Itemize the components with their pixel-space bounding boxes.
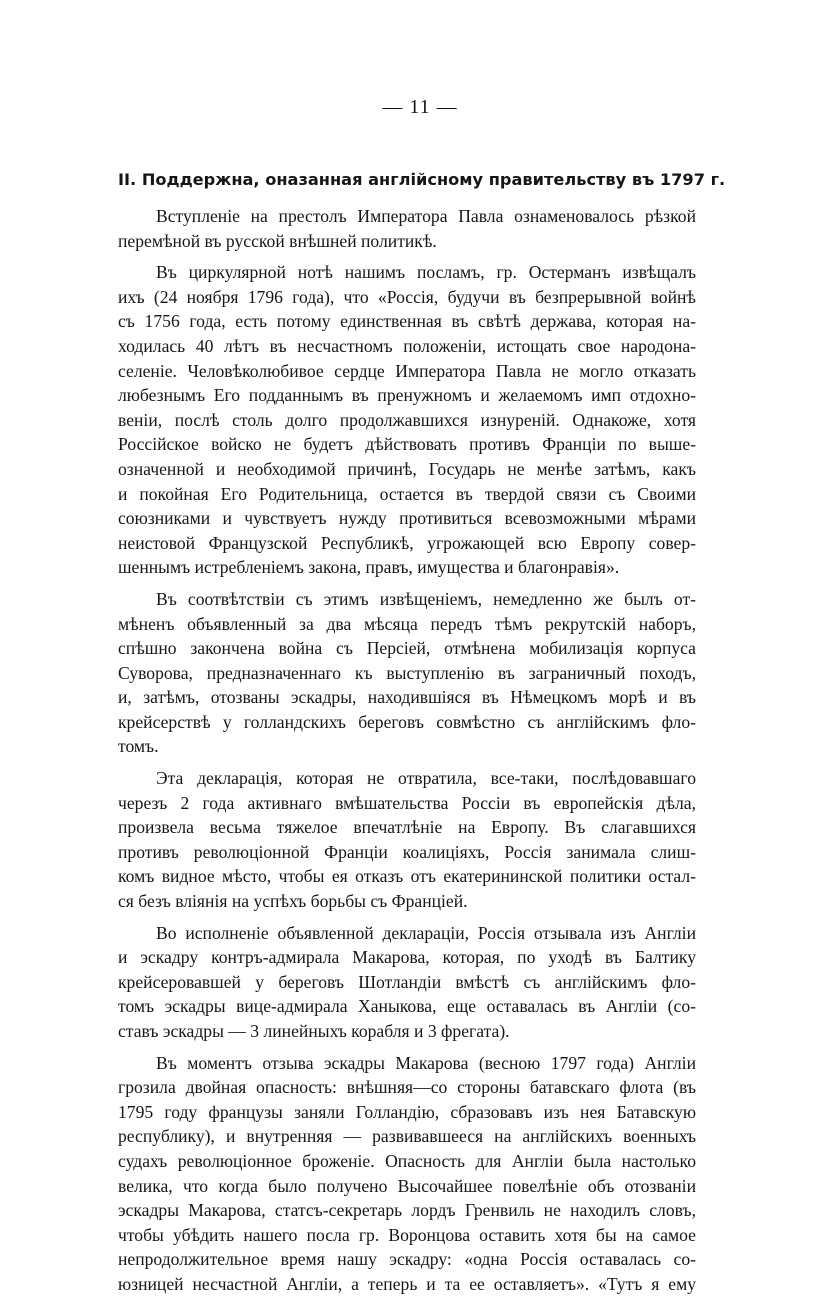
text-line: томъ. <box>118 736 159 757</box>
text-line: республику), и внутренняя — развивавшееся на англійскихъ военныхъ <box>118 1126 696 1147</box>
text-line: велика, что когда было получено Высочайшее повелѣніе объ отозваніи <box>118 1175 696 1196</box>
text-line: съ 1756 года, есть потому единственная въ свѣтѣ держава, которая на- <box>118 311 696 332</box>
text-line: шеннымъ истребленіемъ закона, правъ, имущества и благонравія». <box>118 557 620 578</box>
text-line: томъ эскадры вице-адмирала Ханыкова, еще оставалась въ Англіи (со- <box>118 996 696 1017</box>
text-line: Въ моментъ отзыва эскадры Макарова (весною 1797 года) Англіи <box>156 1052 696 1073</box>
text-line: юзницей несчастной Англіи, а теперь и та ее оставляетъ». «Тутъ я ему <box>118 1273 696 1294</box>
text-line: и, затѣмъ, отозваны эскадры, находившіяся въ Нѣмецкомъ морѣ и въ <box>118 687 696 708</box>
paragraph <box>118 260 696 580</box>
text-line: и покойная Его Родительница, остается въ твердой связи съ Своими <box>118 483 696 504</box>
text-line: и эскадру контръ-адмирала Макарова, которая, по уходѣ въ Балтику <box>118 947 696 968</box>
text-line: Во исполненіе объявленной деклараціи, Россія отзывала изъ Англіи <box>156 922 696 943</box>
text-line: означенной и необходимой причинѣ, Государь не менѣе затѣмъ, какъ <box>118 458 696 479</box>
paragraph <box>118 204 696 253</box>
text-line: веніи, послѣ столь долго продолжавшихся изнуреній. Однакоже, хотя <box>118 409 696 430</box>
text-line: Вступленіе на престолъ Императора Павла ознаменовалось рѣзкой <box>156 206 696 226</box>
text-line: произвела весьма тяжелое впечатлѣніе на Европу. Въ слагавшихся <box>118 817 696 838</box>
text-line: ся безъ вліянія на успѣхъ борьбы съ Франціей. <box>118 891 468 912</box>
body-text <box>118 204 696 1304</box>
text-line: эскадры Макарова, статсъ-секретарь лордъ Гренвиль не находилъ словъ, <box>118 1200 696 1221</box>
text-line: 1795 году французы заняли Голландію, сбразовавъ изъ нея Батавскую <box>118 1101 696 1122</box>
paragraph <box>118 921 696 1044</box>
text-line: ходилась 40 лѣтъ въ несчастномъ положеніи, истощать свое народона- <box>118 335 696 356</box>
text-line: Эта декларація, которая не отвратила, все-таки, послѣдовавшаго <box>156 768 696 789</box>
text-line: комъ видное мѣсто, чтобы ея отказъ отъ екатерининской политики остал- <box>118 866 696 887</box>
text-line: крейсеровавшей у береговъ Шотландіи вмѣстѣ съ англійскимъ фло- <box>118 971 696 992</box>
text-line: Въ соотвѣтствіи съ этимъ извѣщеніемъ, немедленно же былъ от- <box>156 588 696 609</box>
paragraph <box>118 1051 696 1297</box>
text-line: чтобы убѣдить нашего посла гр. Воронцова оставить хотя бы на самое <box>118 1224 696 1245</box>
text-line: противъ революціонной Франціи коалиціяхъ, Россія занимала слиш- <box>118 841 696 862</box>
section-heading: II. Поддержна, оназанная англійсному правительству въ 1797 г. <box>118 170 726 189</box>
page-number: — 11 — <box>382 96 458 118</box>
text-line: судахъ революціонное броженіе. Опасность для Англіи была настолько <box>118 1150 696 1171</box>
text-line: непродолжительное время нашу эскадру: «одна Россія оставалась со- <box>118 1249 696 1270</box>
text-line: селеніе. Человѣколюбивое сердце Императора Павла не могло отказать <box>118 360 696 381</box>
text-line: неистовой Французской Республикѣ, угрожающей всю Европу совер- <box>118 532 696 553</box>
text-line: Суворова, предназначеннаго къ выступленію въ заграничный походъ, <box>118 662 696 683</box>
paragraph <box>118 766 696 914</box>
text-line: любезнымъ Его подданнымъ въ пренужномъ и желаемомъ имп отдохно- <box>118 385 696 406</box>
text-line: Россійское войско не будетъ дѣйствовать противъ Франціи по выше- <box>118 434 696 455</box>
text-line: грозила двойная опасность: внѣшняя—со стороны батавскаго флота (въ <box>118 1077 696 1098</box>
text-line: спѣшно закончена война съ Персіей, отмѣнена мобилизація корпуса <box>118 638 696 659</box>
paragraph <box>118 587 696 759</box>
text-line: Въ циркулярной нотѣ нашимъ посламъ, гр. Остерманъ извѣщалъ <box>156 262 696 283</box>
text-line: перемѣной въ русской внѣшней политикѣ. <box>118 230 437 251</box>
text-line: ставъ эскадры — 3 линейныхъ корабля и 3 фрегата). <box>118 1021 510 1041</box>
text-line: ихъ (24 ноября 1796 года), что «Россія, будучи въ безпрерывной войнѣ <box>118 286 696 307</box>
text-line: черезъ 2 года активнаго вмѣшательства Россіи въ европейскія дѣла, <box>118 792 696 813</box>
text-line: крейсерствѣ у голландскихъ береговъ совмѣстно съ англійскимъ фло- <box>118 711 696 732</box>
text-line: мѣненъ объявленный за два мѣсяца передъ тѣмъ рекрутскій наборъ, <box>118 613 696 634</box>
text-line: союзниками и чувствуетъ нужду противиться всевозможными мѣрами <box>118 508 696 529</box>
